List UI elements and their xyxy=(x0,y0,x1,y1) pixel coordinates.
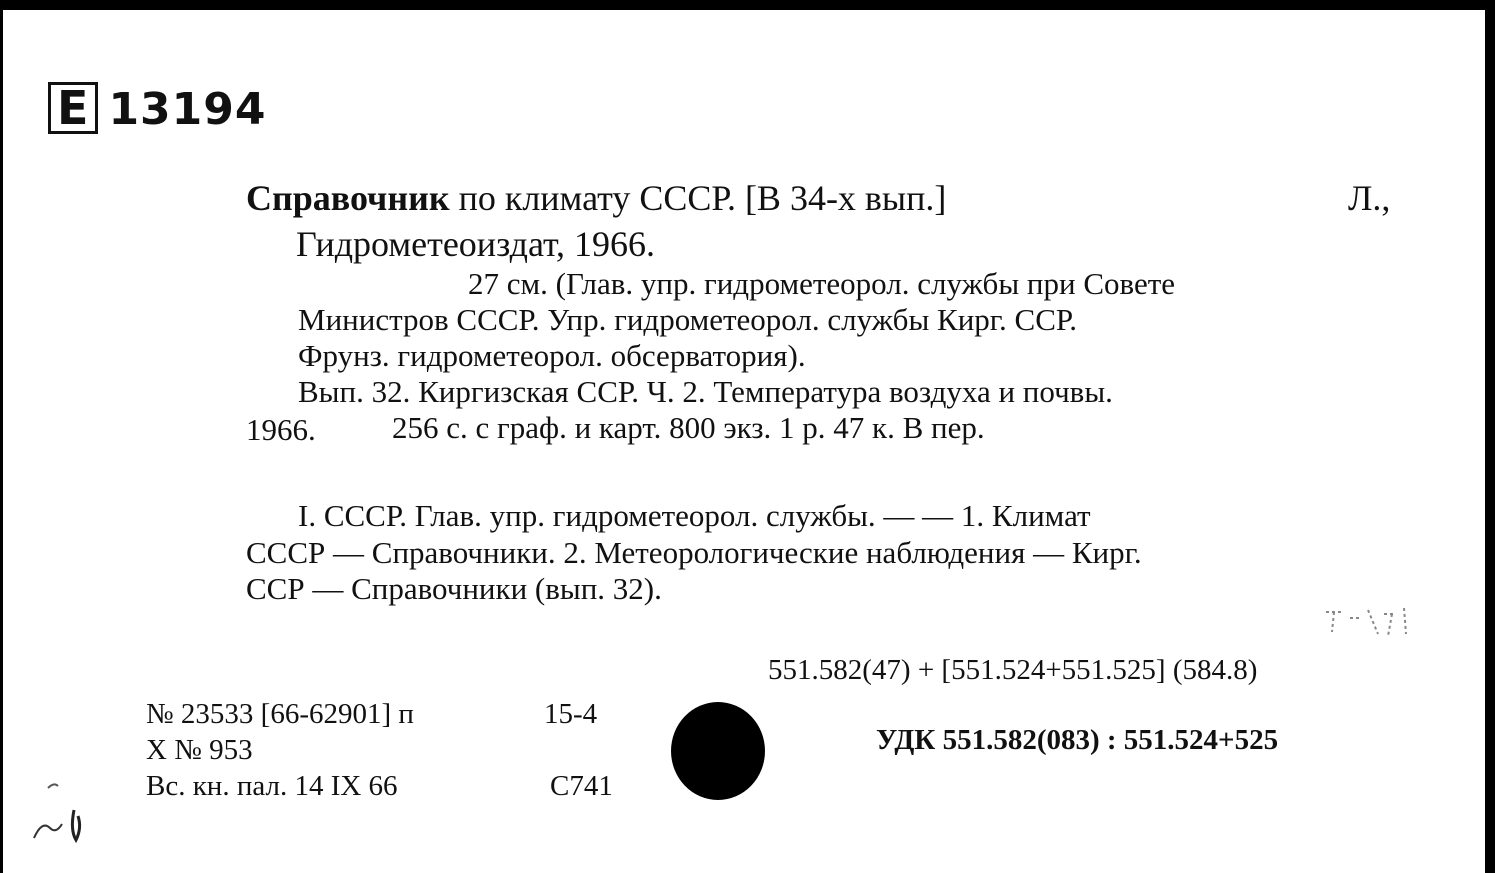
volume-line-2: 256 с. с граф. и карт. 800 экз. 1 р. 47 к. В пер. xyxy=(392,410,985,445)
subjects-line-3: ССР — Справочники (вып. 32). xyxy=(246,571,662,606)
shelfmark-number: 13194 xyxy=(108,84,267,135)
udc-index: УДК 551.582(083) : 551.524+525 xyxy=(876,724,1279,756)
title-bold: Справочник xyxy=(246,178,450,218)
publisher-line: Гидрометеоиздат, 1966. xyxy=(296,224,656,264)
title-rest: по климату СССР. [В 34-х вып.] xyxy=(449,178,947,218)
series-line-2: Министров СССР. Упр. гидрометеорол. службы Кирг. ССР. xyxy=(298,302,1077,337)
title-line xyxy=(246,180,946,216)
card-edge-right xyxy=(1485,0,1495,873)
series-line-3: Фрунз. гидрометеорол. обсерватория). xyxy=(298,338,806,373)
shelfmark xyxy=(48,82,267,134)
volume-line-1: Вып. 32. Киргизская ССР. Ч. 2. Температура воздуха и почвы. xyxy=(298,374,1113,409)
subjects-line-2: СССР — Справочники. 2. Метеорологические наблюдения — Кирг. xyxy=(246,535,1142,570)
subjects-line-1: I. СССР. Глав. упр. гидрометеорол. службы. — — 1. Климат xyxy=(298,498,1091,533)
card-edge-left xyxy=(0,0,3,873)
punch-hole xyxy=(671,702,765,800)
place-of-publication: Л., xyxy=(1348,178,1391,218)
registry-number: № 23533 [66-62901] п xyxy=(146,698,414,730)
card-edge-top xyxy=(0,0,1495,10)
series-line-1: 27 см. (Глав. упр. гидрометеорол. службы при Совете xyxy=(468,266,1176,301)
faint-stamp-icon xyxy=(1322,604,1412,640)
registry-chamber: Вс. кн. пал. 14 IX 66 xyxy=(146,770,398,802)
volume-year: 1966. xyxy=(246,412,316,447)
registry-order: С741 xyxy=(550,770,613,802)
classification-index: 551.582(47) + [551.524+551.525] (584.8) xyxy=(768,654,1258,686)
registry-x-number: Х № 953 xyxy=(146,734,253,766)
registry-code: 15-4 xyxy=(544,698,598,730)
pencil-mark-icon xyxy=(26,780,106,850)
shelfmark-letter: Е xyxy=(48,82,98,134)
